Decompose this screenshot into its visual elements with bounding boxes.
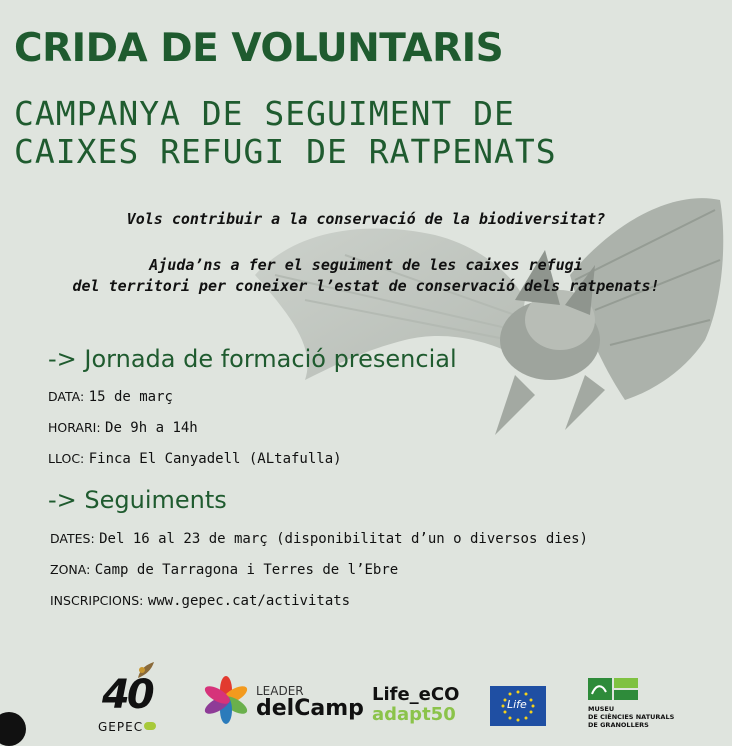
formation-time-row — [48, 420, 198, 436]
leader-flower-icon — [202, 676, 250, 724]
museum-label-1: MUSEU — [588, 705, 615, 713]
formation-time-value: De 9h a 14h — [105, 420, 198, 436]
intro-line1: Ajuda’ns a fer el seguiment de les caixes refugi — [149, 256, 583, 274]
delcamp-label: delCamp — [256, 696, 364, 721]
life-ecoadapt-logo — [372, 684, 482, 730]
museum-label-2: DE CIÈNCIES NATURALS — [588, 713, 675, 721]
formation-date-label: DATA: — [48, 389, 85, 404]
leader-delcamp-logo — [202, 676, 364, 726]
poster-title: CRIDA DE VOLUNTARIS — [14, 26, 504, 71]
gepec-logo — [98, 660, 168, 738]
formation-place-row — [48, 451, 342, 467]
intro-question: Vols contribuir a la conservació de la biodiversitat? — [126, 210, 606, 228]
bat-right-wing — [570, 198, 723, 400]
formation-heading: -> Jornada de formació presencial — [48, 345, 457, 373]
leader-label: LEADER — [256, 684, 304, 698]
museum-logo — [586, 678, 686, 734]
monitoring-zone-value: Camp de Tarragona i Terres de l’Ebre — [94, 562, 399, 578]
formation-place-value: Finca El Canyadell (ALtafulla) — [88, 451, 342, 467]
monitoring-dates-value: Del 16 al 23 de març (disponibilitat d’un o diversos dies) — [99, 531, 588, 547]
monitoring-dates-row — [50, 531, 588, 547]
museum-label-3: DE GRANOLLERS — [588, 721, 649, 729]
formation-time-label: HORARI: — [48, 420, 101, 435]
formation-date-value: 15 de març — [88, 389, 173, 405]
gepec-leaf-icon — [144, 722, 156, 730]
monitoring-zone-row — [50, 562, 398, 578]
monitoring-dates-label: DATES: — [50, 531, 95, 546]
eu-life-label: Life — [507, 698, 527, 711]
monitoring-signup-row — [50, 593, 350, 609]
gepec-number: 40 — [102, 672, 152, 718]
museum-blocks-icon — [588, 678, 640, 702]
poster-subtitle-line1: CAMPANYA DE SEGUIMENT DE — [14, 94, 515, 133]
monitoring-signup-label: INSCRIPCIONS: — [50, 593, 144, 608]
gepec-name: GEPEC — [98, 720, 144, 734]
poster-subtitle-line2: CAIXES REFUGI DE RATPENATS — [14, 132, 557, 171]
formation-date-row — [48, 389, 173, 405]
corner-avatar — [0, 712, 26, 746]
monitoring-heading: -> Seguiments — [48, 486, 227, 514]
adapt-label: adapt50 — [372, 704, 456, 725]
formation-place-label: LLOC: — [48, 451, 85, 466]
life-eco-label: Life_eCO — [372, 684, 460, 705]
monitoring-zone-label: ZONA: — [50, 562, 91, 577]
monitoring-signup-link[interactable]: www.gepec.cat/activitats — [147, 593, 351, 609]
intro-line2: del territori per coneixer l’estat de conservació dels ratpenats! — [72, 277, 660, 295]
eu-life-logo — [490, 686, 546, 726]
